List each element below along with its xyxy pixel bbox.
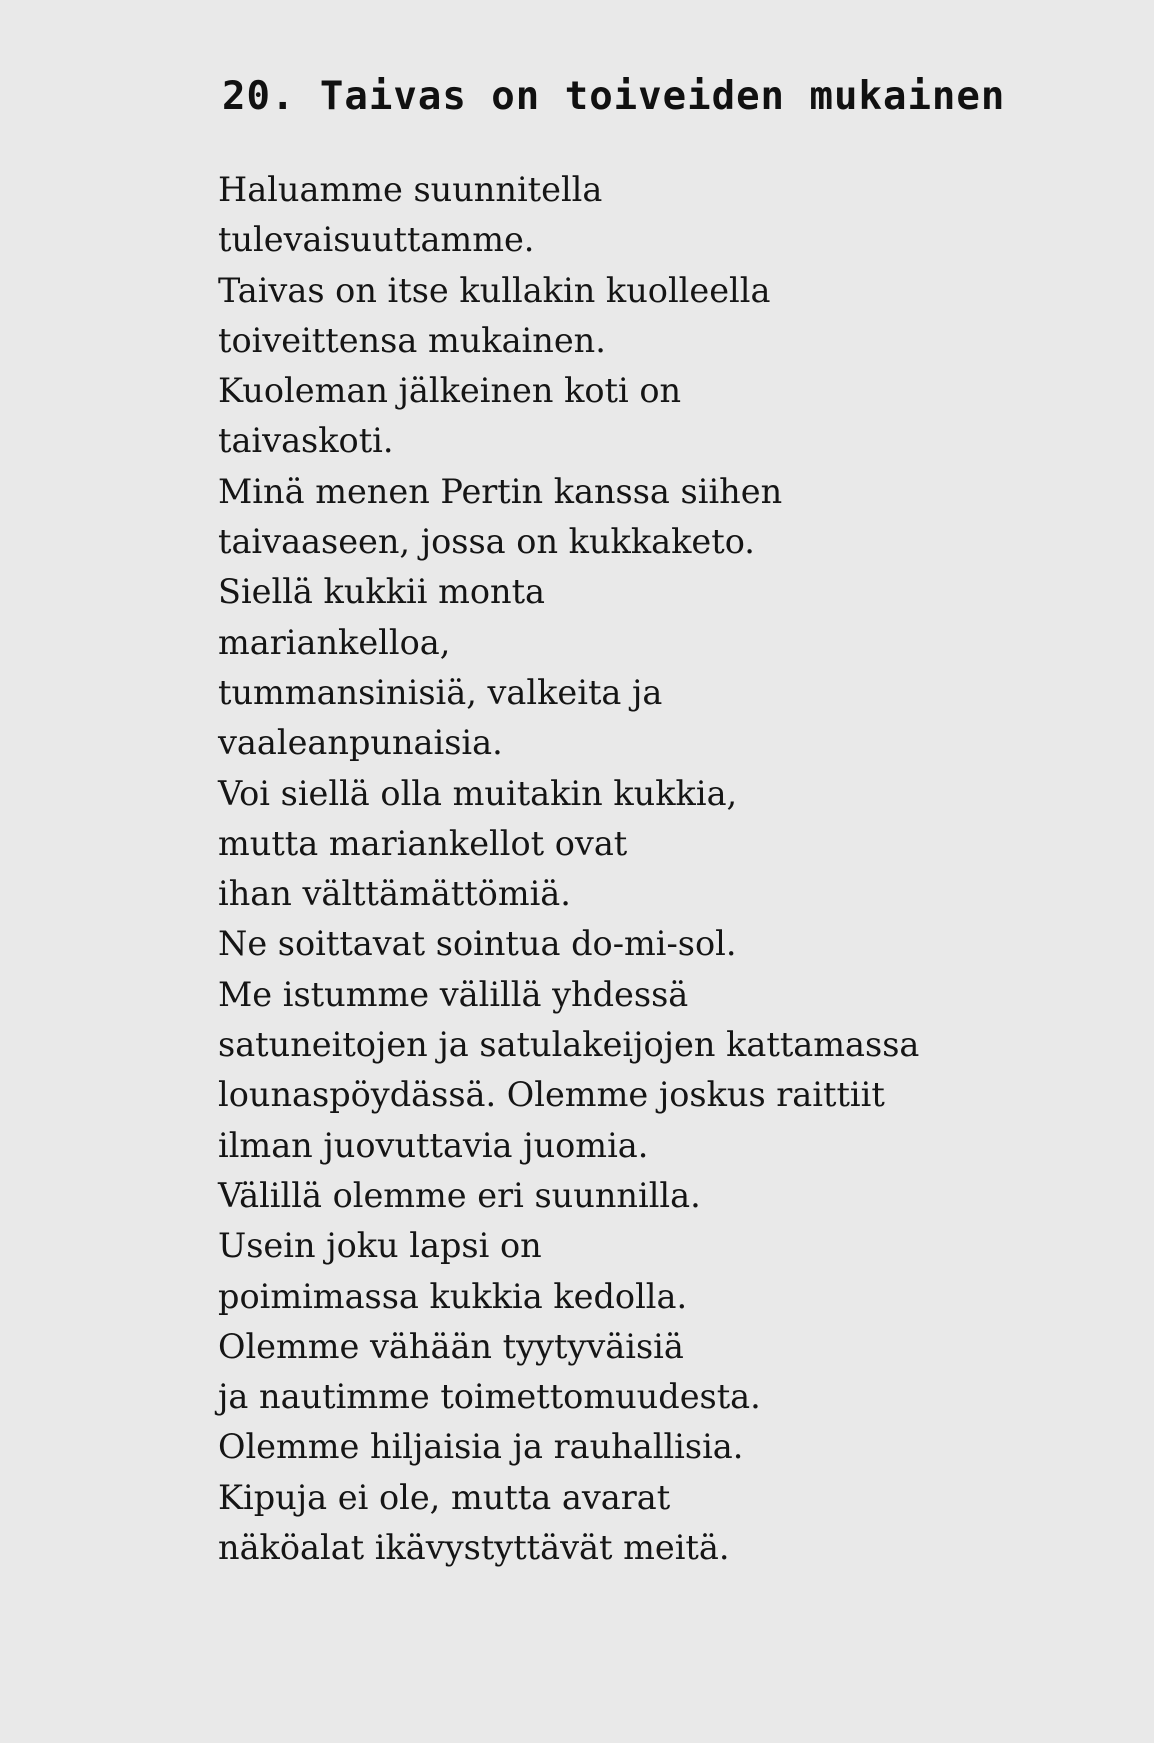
- poem-line: Olemme hiljaisia ja rauhallisia.: [218, 1427, 744, 1467]
- poem-line: tulevaisuuttamme.: [218, 220, 535, 260]
- poem-line: Siellä kukkii monta: [218, 572, 546, 612]
- poem-line: Ne soittavat sointua do-mi-sol.: [218, 924, 737, 964]
- poem-line: ihan välttämättömiä.: [218, 874, 571, 914]
- poem-line: poimimassa kukkia kedolla.: [218, 1276, 688, 1316]
- poem-line: toiveittensa mukainen.: [218, 320, 606, 360]
- poem-line: mariankelloa,: [218, 622, 451, 662]
- poem-line: Kuoleman jälkeinen koti on: [218, 371, 682, 411]
- poem-line: lounaspöydässä. Olemme joskus raittiit: [218, 1075, 885, 1115]
- poem-line: taivaaseen, jossa on kukkaketo.: [218, 522, 755, 562]
- poem-line: Taivas on itse kullakin kuolleella: [218, 270, 771, 310]
- poem-line: Usein joku lapsi on: [218, 1226, 542, 1266]
- poem-line: Me istumme välillä yhdessä: [218, 974, 689, 1014]
- poem-line: taivaskoti.: [218, 421, 394, 461]
- poem-body: [218, 165, 1138, 1573]
- poem-line: näköalat ikävystyttävät meitä.: [218, 1528, 730, 1568]
- poem-line: mutta mariankellot ovat: [218, 823, 628, 863]
- poem-line: Kipuja ei ole, mutta avarat: [218, 1477, 671, 1517]
- poem-line: Minä menen Pertin kanssa siihen: [218, 471, 783, 511]
- poem-line: ja nautimme toimettomuudesta.: [218, 1377, 761, 1417]
- poem-title: 20. Taivas on toiveiden mukainen: [222, 74, 1006, 119]
- poem-line: ilman juovuttavia juomia.: [218, 1125, 649, 1165]
- poem-line: Olemme vähään tyytyväisiä: [218, 1326, 684, 1366]
- poem-line: Välillä olemme eri suunnilla.: [218, 1175, 701, 1215]
- poem-line: Voi siellä olla muitakin kukkia,: [218, 773, 738, 813]
- poem-line: tummansinisiä, valkeita ja: [218, 672, 663, 712]
- poem-line: Haluamme suunnitella: [218, 170, 603, 209]
- poem-line: vaaleanpunaisia.: [218, 723, 503, 763]
- poem-line: satuneitojen ja satulakeijojen kattamassa: [218, 1025, 920, 1065]
